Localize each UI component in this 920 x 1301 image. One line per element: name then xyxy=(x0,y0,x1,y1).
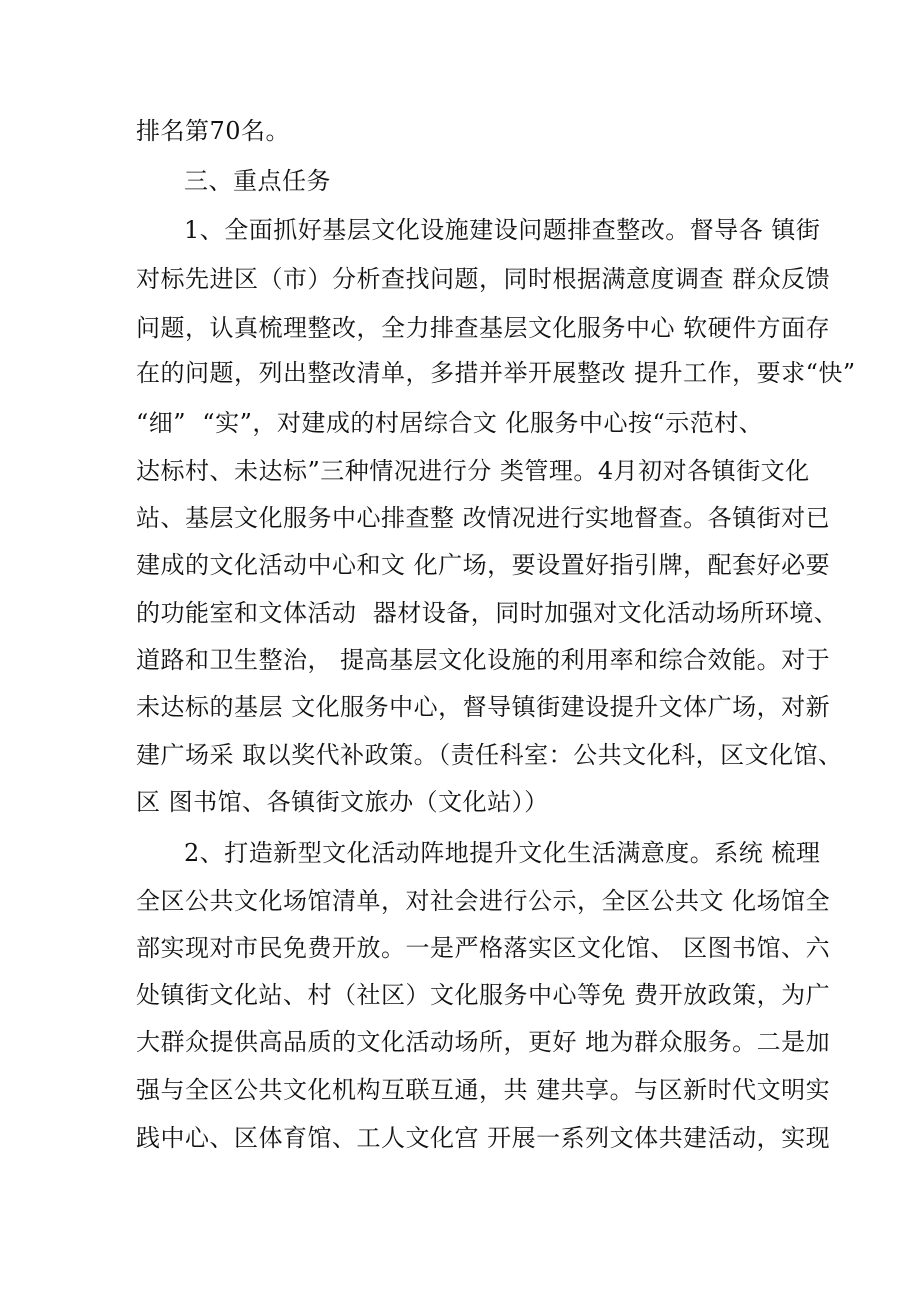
text-line: 大群众提供高品质的文化活动场所，更好 地为群众服务。二是加 xyxy=(136,1028,831,1056)
text-line: 在的问题，列出整改清单，多措并举开展整改 提升工作，要求“快” xyxy=(136,359,856,387)
text-line: 处镇街文化站、村（社区）文化服务中心等免 费开放政策，为广 xyxy=(136,981,831,1009)
text-line: 的功能室和文体活动 器材设备，同时加强对文化活动场所环境、 xyxy=(136,599,839,627)
text-line: “细” “实”，对建成的村居综合文 化服务中心按“示范村、 xyxy=(136,409,764,437)
text-line: 部实现对市民免费开放。一是严格落实区文化馆、 区图书馆、六 xyxy=(136,934,831,962)
text-line: 未达标的基层 文化服务中心，督导镇街建设提升文体广场，对新 xyxy=(136,693,831,721)
text-line: 排名第70名。 xyxy=(136,117,291,145)
text-line: 建广场采 取以奖代补政策。（责任科室：公共文化科，区文化馆、 xyxy=(136,741,843,769)
text-line: 1、全面抓好基层文化设施建设问题排查整改。督导各 镇街 xyxy=(184,216,821,244)
text-line: 达标村、未达标”三种情况进行分 类管理。4月初对各镇街文化 xyxy=(136,457,810,485)
section-heading: 三、重点任务 xyxy=(184,167,331,195)
text-line: 问题，认真梳理整改，全力排查基层文化服务中心 软硬件方面存 xyxy=(136,314,831,342)
text-line: 强与全区公共文化机构互联互通，共 建共享。与区新时代文明实 xyxy=(136,1076,831,1104)
text-line: 站、基层文化服务中心排查整 改情况进行实地督查。各镇街对已 xyxy=(136,504,831,532)
text-line: 道路和卫生整治， 提高基层文化设施的利用率和综合效能。对于 xyxy=(136,646,831,674)
text-line: 2、打造新型文化活动阵地提升文化生活满意度。系统 梳理 xyxy=(184,839,821,867)
text-line: 区 图书馆、各镇街文旅办（文化站）） xyxy=(136,788,549,816)
text-line: 践中心、区体育馆、工人文化宫 开展一系列文体共建活动，实现 xyxy=(136,1124,831,1152)
text-line: 对标先进区（市）分析查找问题，同时根据满意度调查 群众反馈 xyxy=(136,265,831,293)
text-line: 全区公共文化场馆清单，对社会进行公示，全区公共文 化场馆全 xyxy=(136,887,831,915)
text-line: 建成的文化活动中心和文 化广场，要设置好指引牌，配套好必要 xyxy=(136,551,831,579)
